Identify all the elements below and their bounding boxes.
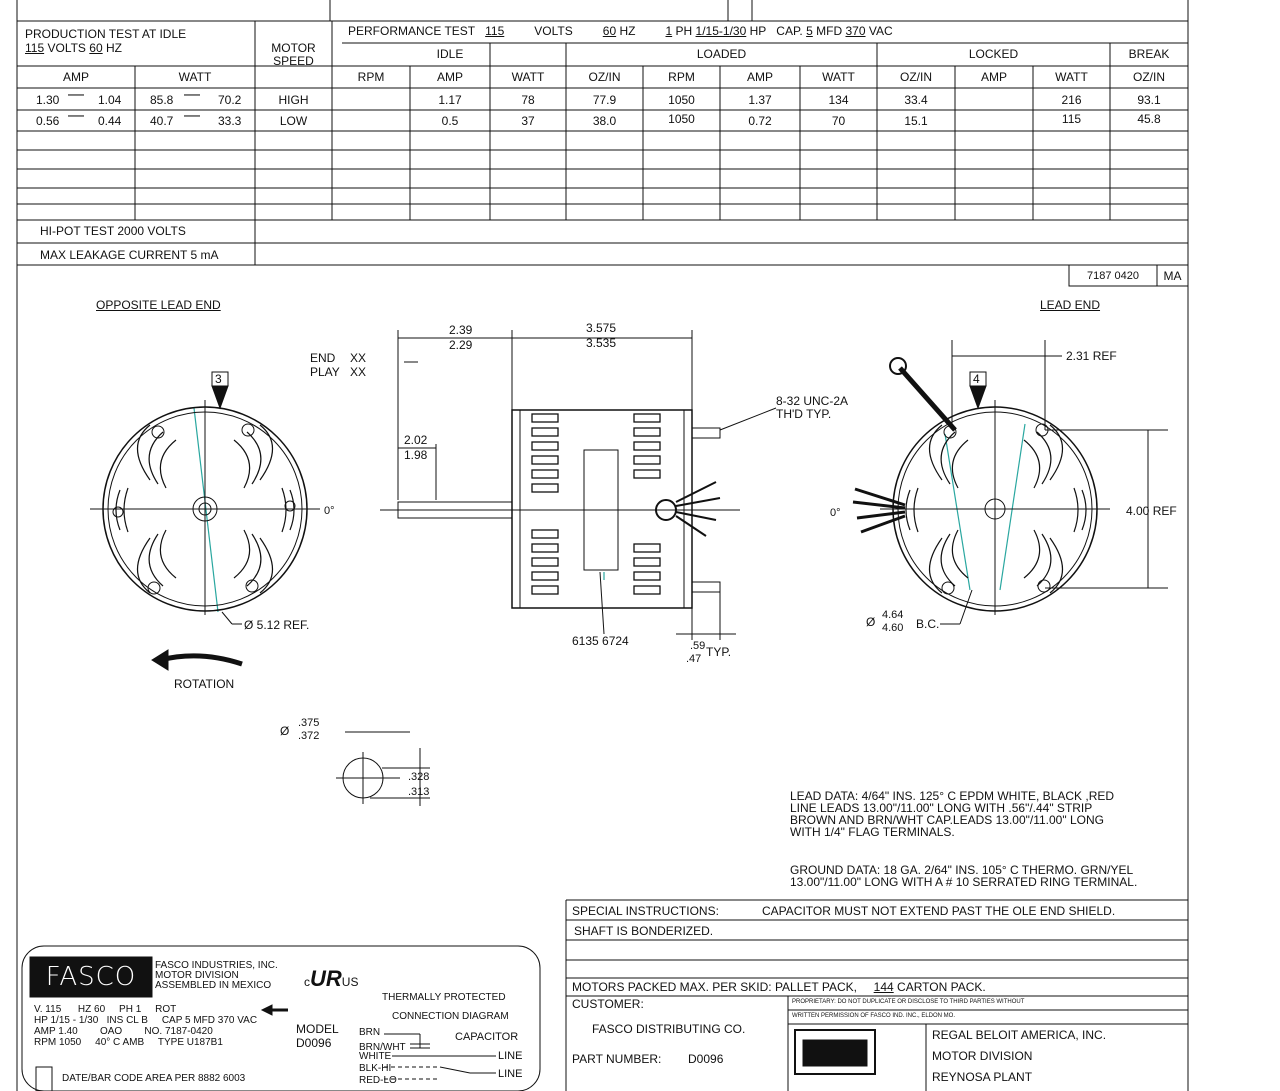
prod-hz-value: 60 <box>89 41 103 55</box>
motor-speed-header-2: SPEED <box>273 54 314 68</box>
lead-data <box>790 790 1114 838</box>
ul-c: c <box>304 975 310 989</box>
performance-test-header <box>348 24 893 38</box>
barcode-area: DATE/BAR CODE AREA PER 8882 6003 <box>62 1073 246 1084</box>
perf-hp-value: 1/15-1/30 <box>695 24 747 38</box>
dim-2-31-ref: 2.31 REF <box>1066 349 1117 363</box>
perf-r2-loaded-watt: 70 <box>831 114 846 128</box>
perf-r1-loaded-watt: 134 <box>828 93 849 107</box>
hipot-test: HI-POT TEST 2000 VOLTS <box>40 224 186 238</box>
dim-4-00-ref: 4.00 REF <box>1126 504 1177 518</box>
customer-name: FASCO DISTRIBUTING CO. <box>592 1022 746 1036</box>
perf-col-loaded-rpm: RPM <box>668 70 695 84</box>
dim-3-575: 3.575 <box>586 321 617 335</box>
bc-4-60: 4.60 <box>882 622 904 634</box>
nameplate-spec-4: RPM 1050 40° C AMB TYPE U187B1 <box>34 1037 223 1048</box>
wire-red-lo: RED-LO <box>359 1075 397 1086</box>
callout-right: 4 <box>973 372 980 386</box>
prod-volts-value: 115 <box>25 41 45 55</box>
end-play-val-1: XX <box>350 351 367 365</box>
part-number-value: D0096 <box>688 1052 724 1066</box>
opposite-lead-end-label: OPPOSITE LEAD END <box>96 298 221 312</box>
wire-brn: BRN <box>359 1027 381 1038</box>
perf-r2-locked-watt: 115 <box>1061 112 1082 126</box>
perf-col-locked-watt: WATT <box>1055 70 1088 84</box>
perf-ph-value: 1 <box>665 24 673 38</box>
company-line-1: REGAL BELOIT AMERICA, INC. <box>932 1028 1107 1042</box>
special-instruction-2: SHAFT IS BONDERIZED. <box>574 924 714 938</box>
ul-mark <box>304 966 359 991</box>
dim-2-02: 2.02 <box>404 433 428 447</box>
prod-col-amp: AMP <box>62 70 89 84</box>
nameplate-spec-2: HP 1/15 - 1/30 INS CL B CAP 5 MFD 370 VAC <box>34 1015 258 1026</box>
ground-data-line-2: 13.00"/11.00" LONG WITH A # 10 SERRATED RING TERMINAL. <box>790 875 1138 889</box>
perf-r2-loaded-amp: 0.72 <box>748 114 772 128</box>
perf-r2-locked-ozin: 15.1 <box>904 114 928 128</box>
packing-row <box>572 980 986 994</box>
bc-4-64: 4.64 <box>882 609 904 621</box>
ul-us: US <box>341 975 359 989</box>
perf-vac-value: 370 <box>845 24 866 38</box>
line-label-a: LINE <box>498 1050 523 1062</box>
prod-col-watt: WATT <box>178 70 212 84</box>
lead-data-line-4: WITH 1/4" FLAG TERMINALS. <box>790 825 955 839</box>
dim-typ: TYP. <box>706 645 732 659</box>
company-line-3: REYNOSA PLANT <box>932 1070 1033 1084</box>
perf-volts-label: VOLTS <box>534 24 573 38</box>
zero-deg-left: 0° <box>324 505 335 517</box>
wire-white: WHITE <box>359 1051 392 1062</box>
prod-row2-watt-dash: — <box>184 107 200 124</box>
prod-row2-amp-dash: — <box>68 107 84 124</box>
motor-speed-low: LOW <box>279 114 308 128</box>
part-ref-number: 6135 6724 <box>572 634 629 648</box>
perf-mfd-label: MFD <box>816 24 843 38</box>
perf-r1-loaded-ozin: 77.9 <box>592 93 617 107</box>
end-play-val-2: XX <box>350 365 367 379</box>
group-loaded: LOADED <box>696 47 747 61</box>
thread-spec-2: TH'D TYP. <box>776 407 832 421</box>
bc-label: B.C. <box>916 617 940 631</box>
perf-cap-label: CAP. <box>776 24 803 38</box>
prod-row1-watt-lo: 70.2 <box>218 93 242 107</box>
prod-row1-amp-dash: — <box>68 86 84 103</box>
perf-r1-locked-watt: 216 <box>1061 93 1082 107</box>
perf-r1-loaded-rpm: 1050 <box>668 93 695 107</box>
wire-brn-wht: BRN/WHT <box>359 1042 406 1053</box>
motor-speed-header-1: MOTOR <box>271 41 316 55</box>
perf-r1-break-ozin: 93.1 <box>1137 93 1161 107</box>
zero-deg-right: 0° <box>830 507 841 519</box>
company-line-2: MOTOR DIVISION <box>932 1049 1033 1063</box>
dim-2-39: 2.39 <box>449 323 473 337</box>
nameplate-company-2: MOTOR DIVISION <box>155 970 239 981</box>
nameplate-company-1: FASCO INDUSTRIES, INC. <box>155 960 278 971</box>
perf-col-loaded-watt: WATT <box>822 70 855 84</box>
dim-0-59: .59 <box>690 640 706 652</box>
nameplate-specs <box>34 1004 257 1048</box>
part-number-label: PART NUMBER: <box>572 1052 662 1066</box>
motor-speed-high: HIGH <box>278 93 309 107</box>
carton-value: 144 <box>873 980 894 994</box>
production-test-title: PRODUCTION TEST AT IDLE <box>25 27 187 41</box>
perf-r1-idle-amp: 1.17 <box>438 93 462 107</box>
proprietary-line-1: PROPRIETARY: DO NOT DUPLICATE OR DISCLOSE TO THIRD PARTIES WITHOUT <box>792 999 1025 1005</box>
line-label-b: LINE <box>498 1068 523 1080</box>
nameplate-spec-1: V. 115 HZ 60 PH 1 ROT <box>34 1004 177 1015</box>
rotation-label: ROTATION <box>174 677 235 691</box>
ul-ur: UR <box>310 966 342 991</box>
customer-label: CUSTOMER: <box>572 997 644 1011</box>
perf-r1-idle-watt: 78 <box>521 93 535 107</box>
carton-label: CARTON PACK. <box>897 980 986 994</box>
thread-spec-1: 8-32 UNC-2A <box>776 394 849 408</box>
perf-label: PERFORMANCE TEST <box>348 24 476 38</box>
perf-r1-locked-ozin: 33.4 <box>904 93 928 107</box>
lead-data-line-3: BROWN AND BRN/WHT CAP.LEADS 13.00"/11.00" LONG <box>790 813 1104 827</box>
model-value: D0096 <box>296 1036 332 1050</box>
perf-col-idle-rpm: RPM <box>357 70 385 84</box>
proprietary-line-2: WRITTEN PERMISSION OF FASCO IND. INC., ELDON MO. <box>792 1013 956 1019</box>
perf-col-break-ozin: OZ/IN <box>1133 70 1165 84</box>
end-play-label-1: END <box>310 351 336 365</box>
drawing-number: 7187 0420 <box>1087 270 1139 282</box>
perf-col-locked-amp: AMP <box>980 70 1007 84</box>
prod-row2-watt-lo: 33.3 <box>218 114 242 128</box>
perf-col-idle-amp: AMP <box>436 70 463 84</box>
prod-row2-amp-hi: 0.56 <box>36 114 60 128</box>
perf-col-loaded-amp: AMP <box>746 70 773 84</box>
prod-row1-watt-hi: 85.8 <box>150 93 174 107</box>
shaft-flat-313: .313 <box>408 786 430 798</box>
perf-r2-break-ozin: 45.8 <box>1137 112 1161 126</box>
perf-col-idle-watt: WATT <box>511 70 545 84</box>
prod-hz-label: HZ <box>106 41 122 55</box>
thermally-protected: THERMALLY PROTECTED <box>382 992 506 1003</box>
group-idle: IDLE <box>436 47 464 61</box>
perf-col-loaded-ozin: OZ/IN <box>588 70 621 84</box>
nameplate-company-3: ASSEMBLED IN MEXICO <box>155 980 272 991</box>
fasco-logo: FASCO <box>45 962 137 992</box>
special-instruction-1: CAPACITOR MUST NOT EXTEND PAST THE OLE END SHIELD. <box>762 904 1116 918</box>
perf-r2-idle-watt: 37 <box>521 114 535 128</box>
shaft-dia-symbol: Ø <box>280 724 290 738</box>
pallet-pack: PALLET PACK, <box>774 980 857 994</box>
group-locked: LOCKED <box>968 47 1019 61</box>
dim-1-98: 1.98 <box>404 448 428 462</box>
ground-data-line-1: GROUND DATA: 18 GA. 2/64" INS. 105° C THERMO. GRN/YEL <box>790 863 1134 877</box>
callout-left: 3 <box>215 372 222 386</box>
perf-ph-label: PH <box>675 24 693 38</box>
model-label: MODEL <box>296 1022 339 1036</box>
connection-diagram: CONNECTION DIAGRAM <box>392 1011 509 1022</box>
end-play-label-2: PLAY <box>310 365 340 379</box>
perf-col-locked-ozin: OZ/IN <box>900 70 932 84</box>
diameter-ref: Ø 5.12 REF. <box>244 618 310 632</box>
prod-row1-amp-hi: 1.30 <box>36 93 60 107</box>
lead-end-label: LEAD END <box>1040 298 1101 312</box>
group-break: BREAK <box>1128 47 1170 61</box>
perf-hp-label: HP <box>749 24 767 38</box>
perf-volts-value: 115 <box>485 24 505 38</box>
drawing-revision: MA <box>1163 269 1182 283</box>
capacitor-label: CAPACITOR <box>455 1031 519 1043</box>
prod-row1-amp-lo: 1.04 <box>98 93 122 107</box>
dim-2-29: 2.29 <box>449 338 473 352</box>
perf-mfd-value: 5 <box>806 24 813 38</box>
perf-hz-value: 60 <box>602 24 617 38</box>
shaft-dia-372: .372 <box>298 730 320 742</box>
shaft-flat-328: .328 <box>408 771 430 783</box>
dim-3-535: 3.535 <box>586 336 617 350</box>
perf-hz-label: HZ <box>619 24 636 38</box>
max-leakage: MAX LEAKAGE CURRENT 5 mA <box>40 248 219 262</box>
bc-dia-symbol: Ø <box>866 615 876 629</box>
ground-data <box>790 864 1137 888</box>
perf-r2-loaded-ozin: 38.0 <box>592 114 617 128</box>
prod-row1-watt-dash: — <box>184 86 200 103</box>
packing-label: MOTORS PACKED MAX. PER SKID: <box>572 980 772 994</box>
perf-vac-label: VAC <box>868 24 893 38</box>
prod-row2-watt-hi: 40.7 <box>150 114 174 128</box>
dim-0-47: .47 <box>686 653 702 665</box>
perf-r2-loaded-rpm: 1050 <box>668 112 695 126</box>
nameplate-company <box>155 961 278 991</box>
special-instructions-label: SPECIAL INSTRUCTIONS: <box>572 904 719 918</box>
nameplate-spec-3: AMP 1.40 OAO NO. 7187-0420 <box>34 1026 213 1037</box>
lead-data-line-1: LEAD DATA: 4/64" INS. 125° C EPDM WHITE, BLACK ,RED <box>790 789 1115 803</box>
perf-r2-idle-amp: 0.5 <box>441 114 459 128</box>
wire-blk-hi: BLK-HI <box>359 1063 392 1074</box>
lead-data-line-2: LINE LEADS 13.00"/11.00" LONG WITH .56"/.44" STRIP <box>790 801 1093 815</box>
production-test-conditions <box>25 41 122 55</box>
perf-r1-loaded-amp: 1.37 <box>748 93 772 107</box>
shaft-dia-375: .375 <box>298 717 320 729</box>
prod-row2-amp-lo: 0.44 <box>98 114 122 128</box>
prod-volts-label: VOLTS <box>47 41 86 55</box>
